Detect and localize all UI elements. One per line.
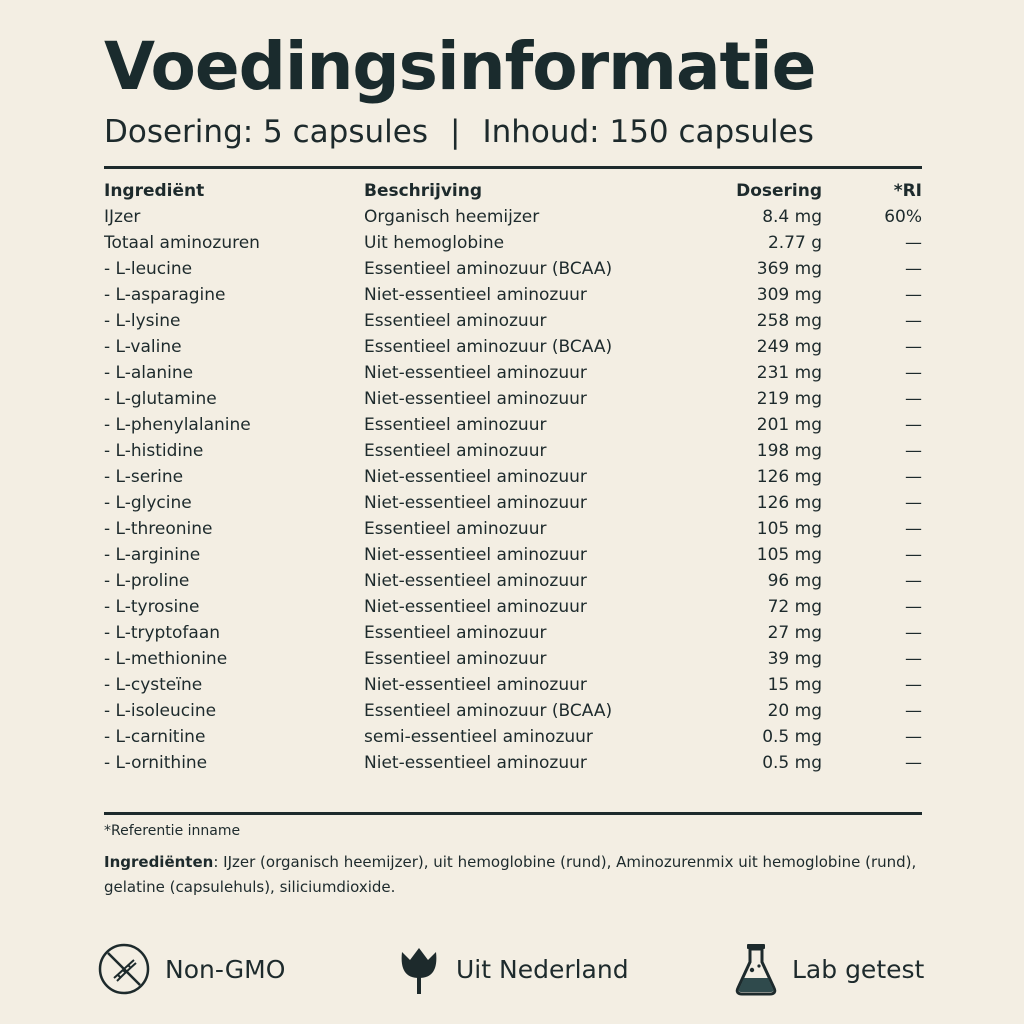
- cell-ri: —: [905, 441, 922, 461]
- cell-ingredient: - L-methionine: [104, 649, 228, 669]
- cell-dosage: 201 mg: [756, 415, 822, 435]
- cell-ri: —: [905, 571, 922, 591]
- cell-ri: —: [905, 493, 922, 513]
- table-row: [104, 438, 922, 464]
- bottom-divider: [104, 812, 922, 815]
- table-row: [104, 672, 922, 698]
- cell-dosage: 219 mg: [756, 389, 822, 409]
- cell-dosage: 27 mg: [767, 623, 822, 643]
- cell-ingredient: - L-lysine: [104, 311, 181, 331]
- cell-dosage: 72 mg: [767, 597, 822, 617]
- header-ingredient: Ingrediënt: [104, 181, 205, 201]
- table-row: [104, 308, 922, 334]
- cell-description: Essentieel aminozuur (BCAA): [364, 337, 613, 357]
- cell-description: Niet-essentieel aminozuur: [364, 389, 587, 409]
- cell-description: Uit hemoglobine: [364, 233, 505, 253]
- cell-ri: —: [905, 701, 922, 721]
- cell-ingredient: - L-histidine: [104, 441, 204, 461]
- ingredients-label: Ingrediënten: [104, 853, 214, 871]
- table-header-row: [104, 178, 922, 204]
- cell-dosage: 105 mg: [756, 545, 822, 565]
- cell-description: Niet-essentieel aminozuur: [364, 467, 587, 487]
- cell-dosage: 126 mg: [756, 467, 822, 487]
- cell-ingredient: - L-leucine: [104, 259, 193, 279]
- cell-description: Niet-essentieel aminozuur: [364, 493, 587, 513]
- cell-dosage: 0.5 mg: [762, 753, 822, 773]
- cell-ingredient: - L-cysteïne: [104, 675, 203, 695]
- cell-dosage: 309 mg: [756, 285, 822, 305]
- table-row: [104, 568, 922, 594]
- cell-ri: —: [905, 753, 922, 773]
- content-text: Inhoud: 150 capsules: [482, 114, 814, 150]
- cell-ri: —: [905, 285, 922, 305]
- badge-from-netherlands: [396, 942, 629, 996]
- badge-label: Lab getest: [792, 954, 925, 984]
- cell-dosage: 39 mg: [767, 649, 822, 669]
- cell-ri: —: [905, 649, 922, 669]
- cell-description: semi-essentieel aminozuur: [364, 727, 593, 747]
- header-dosage: Dosering: [736, 181, 822, 201]
- cell-dosage: 15 mg: [767, 675, 822, 695]
- cell-ingredient: - L-glycine: [104, 493, 192, 513]
- cell-ri: —: [905, 545, 922, 565]
- cell-ingredient: - L-tyrosine: [104, 597, 200, 617]
- dosage-summary: [104, 114, 814, 150]
- cell-description: Niet-essentieel aminozuur: [364, 363, 587, 383]
- cell-dosage: 0.5 mg: [762, 727, 822, 747]
- cell-ingredient: - L-carnitine: [104, 727, 206, 747]
- table-row: [104, 490, 922, 516]
- cell-ingredient: - L-serine: [104, 467, 184, 487]
- table-row: [104, 360, 922, 386]
- cell-description: Niet-essentieel aminozuur: [364, 545, 587, 565]
- badge-label: Uit Nederland: [456, 954, 629, 984]
- table-row: [104, 386, 922, 412]
- table-row: [104, 516, 922, 542]
- table-row: [104, 542, 922, 568]
- cell-description: Niet-essentieel aminozuur: [364, 675, 587, 695]
- cell-ingredient: - L-asparagine: [104, 285, 226, 305]
- cell-dosage: 126 mg: [756, 493, 822, 513]
- table-row: [104, 750, 922, 776]
- table-row: [104, 230, 922, 256]
- cell-dosage: 8.4 mg: [762, 207, 822, 227]
- cell-description: Essentieel aminozuur (BCAA): [364, 259, 613, 279]
- table-row: [104, 724, 922, 750]
- cell-dosage: 258 mg: [756, 311, 822, 331]
- nutrition-table: [104, 178, 922, 776]
- cell-description: Essentieel aminozuur (BCAA): [364, 701, 613, 721]
- cell-ri: 60%: [884, 207, 922, 227]
- cell-ri: —: [905, 467, 922, 487]
- cell-ri: —: [905, 337, 922, 357]
- badge-lab-tested: [734, 942, 924, 996]
- cell-ri: —: [905, 363, 922, 383]
- cell-description: Essentieel aminozuur: [364, 415, 547, 435]
- table-row: [104, 412, 922, 438]
- header-ri: *RI: [893, 181, 922, 201]
- cell-ri: —: [905, 675, 922, 695]
- cell-ri: —: [905, 259, 922, 279]
- cell-dosage: 105 mg: [756, 519, 822, 539]
- ingredients-text: : IJzer (organisch heemijzer), uit hemoglobine (rund), Aminozurenmix uit hemoglobine (rund), gelatine (capsulehuls), siliciumdioxide.: [104, 853, 917, 896]
- page-title: Voedingsinformatie: [104, 28, 816, 105]
- cell-description: Essentieel aminozuur: [364, 441, 547, 461]
- cell-ingredient: - L-glutamine: [104, 389, 217, 409]
- top-divider: [104, 166, 922, 169]
- cell-ingredient: - L-ornithine: [104, 753, 208, 773]
- cell-ingredient: Totaal aminozuren: [104, 233, 260, 253]
- tulip-icon: [396, 942, 442, 996]
- cell-ingredient: IJzer: [104, 207, 141, 227]
- lab-flask-icon: [734, 942, 778, 996]
- cell-description: Essentieel aminozuur: [364, 519, 547, 539]
- no-gmo-dna-icon: [97, 942, 151, 996]
- cell-dosage: 2.77 g: [767, 233, 822, 253]
- ingredients-paragraph: [104, 850, 924, 900]
- cell-ingredient: - L-phenylalanine: [104, 415, 251, 435]
- table-row: [104, 282, 922, 308]
- cell-ingredient: - L-isoleucine: [104, 701, 217, 721]
- cell-ingredient: - L-tryptofaan: [104, 623, 221, 643]
- cell-dosage: 369 mg: [756, 259, 822, 279]
- cell-ri: —: [905, 727, 922, 747]
- cell-ri: —: [905, 623, 922, 643]
- table-row: [104, 698, 922, 724]
- cell-dosage: 198 mg: [756, 441, 822, 461]
- separator: |: [449, 114, 461, 150]
- cell-description: Organisch heemijzer: [364, 207, 540, 227]
- cell-dosage: 249 mg: [756, 337, 822, 357]
- cell-dosage: 231 mg: [756, 363, 822, 383]
- table-row: [104, 464, 922, 490]
- cell-ri: —: [905, 519, 922, 539]
- cell-ingredient: - L-alanine: [104, 363, 194, 383]
- cell-ingredient: - L-valine: [104, 337, 182, 357]
- cell-ingredient: - L-proline: [104, 571, 190, 591]
- table-row: [104, 334, 922, 360]
- cell-ingredient: - L-threonine: [104, 519, 213, 539]
- table-row: [104, 646, 922, 672]
- cell-description: Niet-essentieel aminozuur: [364, 571, 587, 591]
- dosage-text: Dosering: 5 capsules: [104, 114, 428, 150]
- badge-label: Non-GMO: [165, 954, 286, 984]
- table-row: [104, 256, 922, 282]
- header-description: Beschrijving: [364, 181, 483, 201]
- cell-description: Niet-essentieel aminozuur: [364, 753, 587, 773]
- cell-ri: —: [905, 233, 922, 253]
- cell-ri: —: [905, 597, 922, 617]
- table-row: [104, 620, 922, 646]
- cell-dosage: 96 mg: [767, 571, 822, 591]
- cell-ri: —: [905, 415, 922, 435]
- cell-description: Niet-essentieel aminozuur: [364, 285, 587, 305]
- badge-non-gmo: [97, 942, 285, 996]
- cell-ri: —: [905, 311, 922, 331]
- table-row: [104, 594, 922, 620]
- cell-description: Essentieel aminozuur: [364, 623, 547, 643]
- cell-ri: —: [905, 389, 922, 409]
- reference-footnote: *Referentie inname: [104, 823, 241, 839]
- cell-description: Essentieel aminozuur: [364, 311, 547, 331]
- cell-description: Essentieel aminozuur: [364, 649, 547, 669]
- table-row: [104, 204, 922, 230]
- cell-ingredient: - L-arginine: [104, 545, 201, 565]
- cell-description: Niet-essentieel aminozuur: [364, 597, 587, 617]
- cell-dosage: 20 mg: [767, 701, 822, 721]
